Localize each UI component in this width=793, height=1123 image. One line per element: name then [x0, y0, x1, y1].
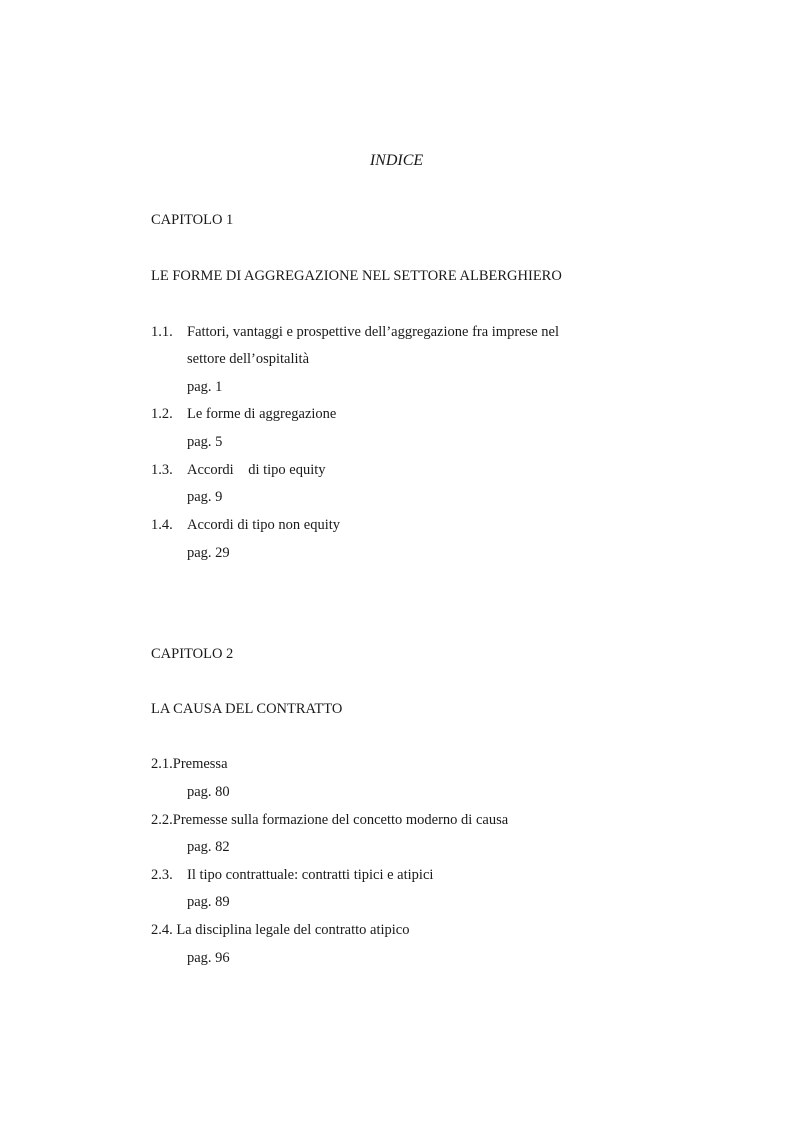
- toc-entry-2-1: 2.1.Premessa: [151, 756, 228, 772]
- toc-entry-number: 2.3.: [151, 867, 173, 883]
- chapter-1-subtitle: LE FORME DI AGGREGAZIONE NEL SETTORE ALBERGHIERO: [151, 268, 562, 284]
- toc-entry-page: pag. 80: [187, 784, 230, 800]
- toc-entry-number: 1.4.: [151, 517, 173, 533]
- toc-entry-2-3: [151, 865, 433, 885]
- chapter-1-heading: CAPITOLO 1: [151, 212, 234, 228]
- toc-entry-title: Accordi di tipo equity: [187, 462, 326, 478]
- toc-entry-number: 1.3.: [151, 462, 173, 478]
- toc-entry-page: pag. 9: [187, 489, 223, 505]
- toc-entry-page: pag. 82: [187, 839, 230, 855]
- toc-entry-title: Il tipo contrattuale: contratti tipici e atipici: [187, 867, 434, 883]
- toc-entry-title-continued: settore dell’ospitalità: [187, 351, 310, 367]
- toc-entry-1-2: [151, 404, 336, 424]
- toc-entry-title: Accordi di tipo non equity: [187, 517, 341, 533]
- toc-entry-2-4: 2.4. La disciplina legale del contratto atipico: [151, 922, 410, 938]
- toc-entry-page: pag. 89: [187, 894, 230, 910]
- toc-entry-1-3: [151, 460, 326, 480]
- toc-entry-page: pag. 29: [187, 545, 230, 561]
- chapter-2-subtitle: LA CAUSA DEL CONTRATTO: [151, 701, 343, 717]
- toc-entry-1-1: [151, 322, 559, 342]
- chapter-2-heading: CAPITOLO 2: [151, 646, 234, 662]
- toc-entry-number: 1.1.: [151, 324, 173, 340]
- toc-entry-1-4: [151, 515, 340, 535]
- toc-entry-number: 1.2.: [151, 406, 173, 422]
- index-title: INDICE: [369, 152, 424, 169]
- toc-entry-page: pag. 1: [187, 379, 223, 395]
- toc-entry-2-2: 2.2.Premesse sulla formazione del concetto moderno di causa: [151, 812, 509, 828]
- toc-entry-page: pag. 96: [187, 950, 230, 966]
- toc-entry-title: Le forme di aggregazione: [187, 406, 337, 422]
- toc-entry-page: pag. 5: [187, 434, 223, 450]
- toc-entry-title: Fattori, vantaggi e prospettive dell’aggregazione fra imprese nel: [187, 324, 560, 340]
